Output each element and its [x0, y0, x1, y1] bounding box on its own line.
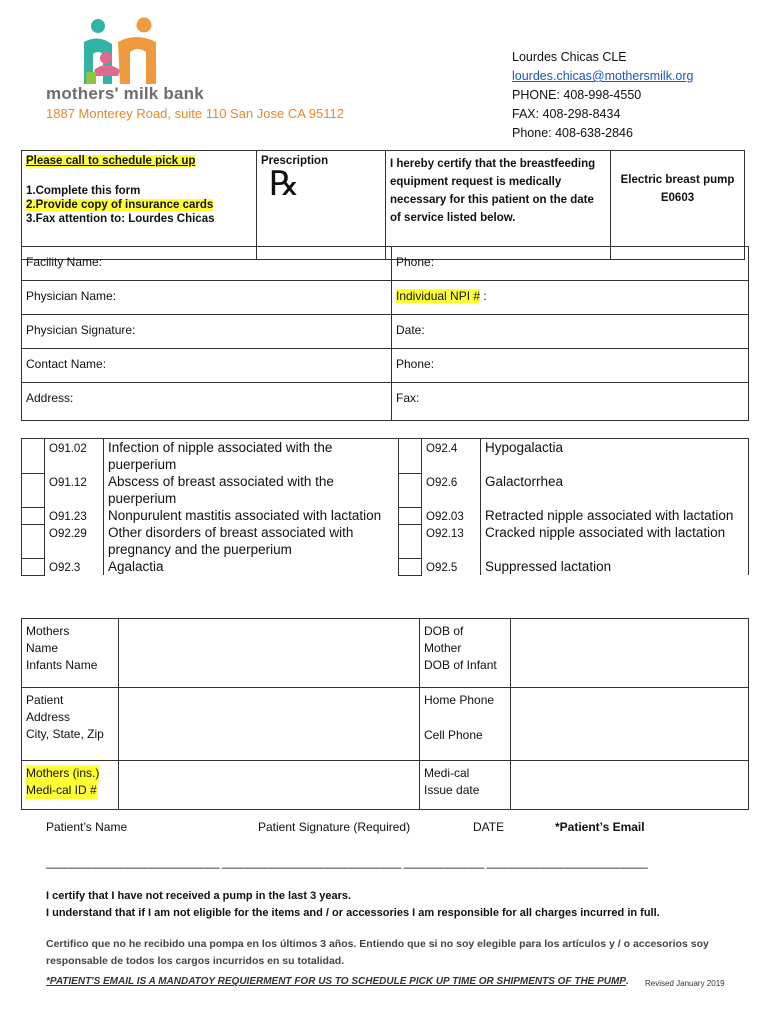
patient-phone-field[interactable] [511, 688, 749, 761]
diagnosis-row [22, 524, 749, 558]
dob-labels: DOB of Mother DOB of Infant [420, 619, 511, 688]
organization-address: 1887 Monterey Road, suite 110 San Jose CA 95112 [46, 106, 344, 121]
diagnosis-checkbox[interactable] [22, 507, 45, 524]
contact-fax: FAX: 408-298-8434 [512, 107, 621, 121]
diagnosis-code: O91.12 [45, 473, 104, 507]
diagnosis-checkbox[interactable] [399, 439, 422, 474]
prescription-label: Prescription [261, 155, 329, 167]
diagnosis-description: Abscess of breast associated with the puerperium [104, 473, 399, 507]
diagnosis-description: Hypogalactia [481, 439, 749, 474]
date-label: DATE [473, 820, 505, 834]
diagnosis-description: Infection of nipple associated with the puerperium [104, 439, 399, 474]
contact-name: Lourdes Chicas CLE [512, 50, 627, 64]
contact-phone: PHONE: 408-998-4550 [512, 88, 642, 102]
diagnosis-description: Agalactia [104, 558, 399, 575]
issue-date-label: Medi-cal Issue date [420, 761, 511, 810]
diagnosis-checkbox[interactable] [22, 558, 45, 575]
diagnosis-table [21, 438, 749, 576]
facility-name-field[interactable]: Facility Name: [22, 247, 392, 281]
equipment-code: E0603 [660, 192, 695, 204]
step-1: 1.Complete this form [26, 185, 141, 197]
contact-name-field[interactable]: Contact Name: [22, 349, 392, 383]
diagnosis-code: O92.13 [422, 524, 481, 558]
diagnosis-description: Cracked nipple associated with lactation [481, 524, 749, 558]
npi-field[interactable]: Individual NPI # : [392, 281, 749, 315]
issue-date-field[interactable] [511, 761, 749, 810]
dob-field[interactable] [511, 619, 749, 688]
diagnosis-code: O92.29 [45, 524, 104, 558]
diagnosis-row [22, 507, 749, 524]
phone-labels: Home Phone Cell Phone [420, 688, 511, 761]
diagnosis-checkbox[interactable] [22, 524, 45, 558]
certification-text: I certify that I have not received a pump in the last 3 years. I understand that if I am not eligible for the items and / or accessories I am responsible for all charges incurred in full. [46, 890, 660, 919]
diagnosis-code: O91.02 [45, 439, 104, 474]
certify-text: I hereby certify that the breastfeeding equipment request is medically necessary for this patient on the date of service listed below. [390, 158, 596, 224]
diagnosis-checkbox[interactable] [399, 473, 422, 507]
diagnosis-description: Retracted nipple associated with lactation [481, 507, 749, 524]
instructions-cell [22, 151, 257, 260]
diagnosis-code: O92.6 [422, 473, 481, 507]
patient-signature-label: Patient Signature (Required) [258, 820, 411, 834]
address-field[interactable]: Address: [22, 383, 392, 421]
patient-address-field[interactable] [119, 688, 420, 761]
diagnosis-checkbox[interactable] [399, 507, 422, 524]
diagnosis-description: Nonpurulent mastitis associated with lactation [104, 507, 399, 524]
date-field[interactable]: Date: [392, 315, 749, 349]
contact-phone-field[interactable]: Phone: [392, 349, 749, 383]
mother-infant-labels: Mothers Name Infants Name [22, 619, 119, 688]
call-to-schedule: Please call to schedule pick up [26, 155, 196, 167]
diagnosis-code: O92.03 [422, 507, 481, 524]
equipment-name: Electric breast pump [620, 174, 735, 186]
certify-cell [386, 151, 611, 260]
facility-phone-field[interactable]: Phone: [392, 247, 749, 281]
physician-signature-field[interactable]: Physician Signature: [22, 315, 392, 349]
diagnosis-code: O91.23 [45, 507, 104, 524]
diagnosis-checkbox[interactable] [22, 439, 45, 474]
facility-table [21, 246, 749, 421]
diagnosis-description: Other disorders of breast associated with pregnancy and the puerperium [104, 524, 399, 558]
contact-phone-2: Phone: 408-638-2846 [512, 126, 633, 140]
prescription-table [21, 150, 745, 260]
diagnosis-row [22, 473, 749, 507]
signature-lines[interactable]: ____________________________ _____________________________ _____________ __________________________ [46, 855, 648, 869]
diagnosis-checkbox[interactable] [399, 558, 422, 575]
insurance-labels: Mothers (ins.) Medi-cal ID # [22, 761, 119, 810]
diagnosis-code: O92.4 [422, 439, 481, 474]
diagnosis-description: Galactorrhea [481, 473, 749, 507]
diagnosis-code: O92.3 [45, 558, 104, 575]
logo-text: mothers' milk bank [46, 84, 204, 103]
rx-icon: ℞ [269, 164, 300, 204]
equipment-cell [611, 151, 745, 260]
diagnosis-row [22, 439, 749, 474]
patient-name-label: Patient’s Name [46, 820, 128, 834]
contact-block [512, 48, 694, 143]
address-labels: Patient Address City, State, Zip [22, 688, 119, 761]
patient-info-table [21, 618, 749, 810]
step-2: 2.Provide copy of insurance cards [26, 199, 214, 211]
prescription-cell [257, 151, 386, 260]
fax-field[interactable]: Fax: [392, 383, 749, 421]
diagnosis-checkbox[interactable] [399, 524, 422, 558]
patient-email-label: *Patient’s Email [555, 820, 645, 834]
diagnosis-row [22, 558, 749, 575]
step-3: 3.Fax attention to: Lourdes Chicas [26, 213, 215, 225]
mother-infant-name-field[interactable] [119, 619, 420, 688]
diagnosis-description: Suppressed lactation [481, 558, 749, 575]
contact-email-link[interactable]: lourdes.chicas@mothersmilk.org [512, 69, 694, 83]
physician-name-field[interactable]: Physician Name: [22, 281, 392, 315]
diagnosis-code: O92.5 [422, 558, 481, 575]
mandatory-email-notice: *PATIENT'S EMAIL IS A MANDATOY REQUIERMENT FOR US TO SCHEDULE PICK UP TIME OR SHIPMENTS OF THE PUMP. [46, 976, 629, 987]
certification-spanish: Certifico que no he recibido una pompa en los últimos 3 años. Entiendo que si no soy elegible para los artículos y / o accesorios soy responsable de todos los cargos incurridos en su totalidad. [46, 938, 709, 967]
diagnosis-checkbox[interactable] [22, 473, 45, 507]
insurance-id-field[interactable] [119, 761, 420, 810]
revised-date: Revised January 2019 [645, 979, 725, 988]
